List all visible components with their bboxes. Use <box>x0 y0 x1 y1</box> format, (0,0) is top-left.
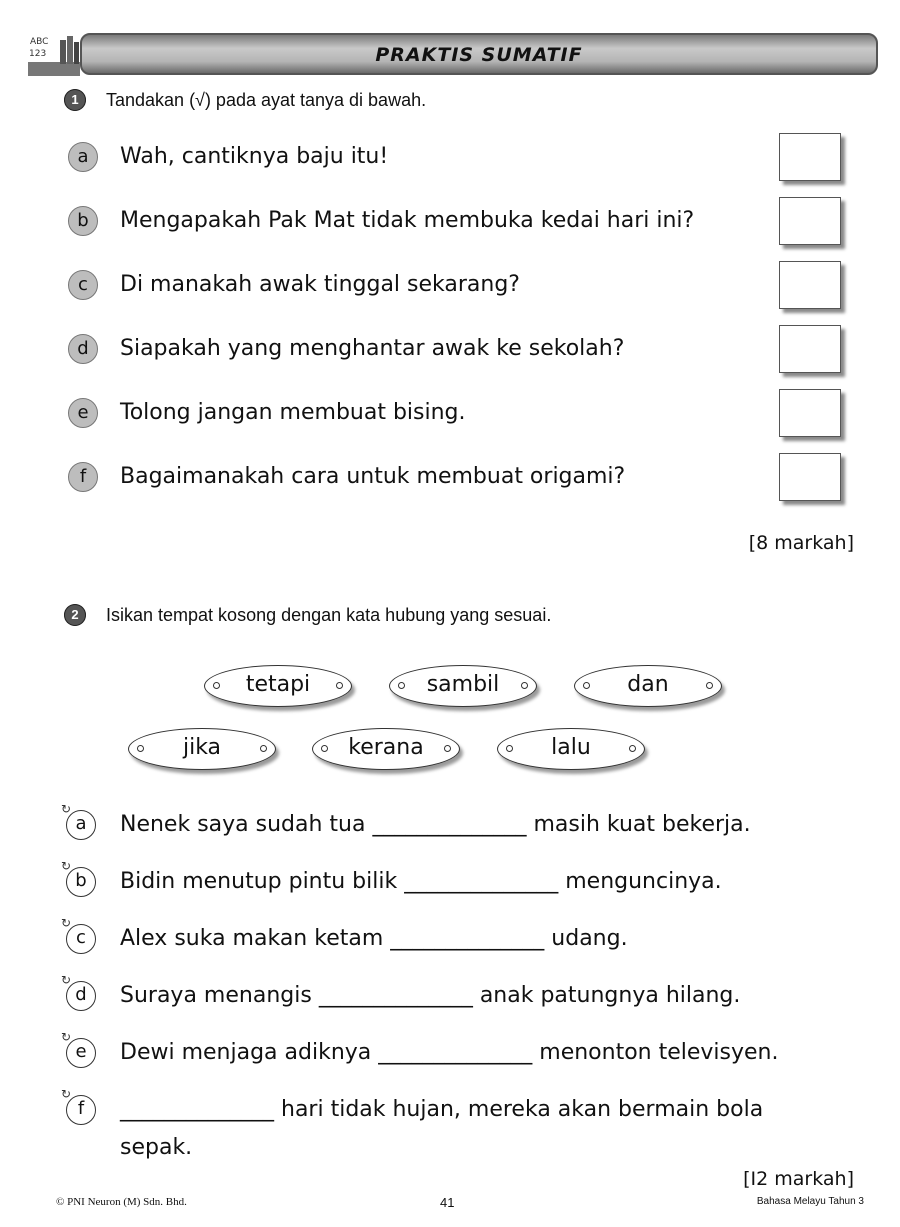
answer-blank[interactable]: ______________ <box>120 1097 274 1122</box>
question-1-sentence: Mengapakah Pak Mat tidak membuka kedai hari ini? <box>120 208 695 233</box>
item-letter-badge: c <box>68 270 98 300</box>
answer-blank[interactable]: ______________ <box>378 1040 533 1065</box>
question-1-instruction: Tandakan (√) pada ayat tanya di bawah. <box>106 90 427 110</box>
svg-text:ABC: ABC <box>30 37 49 47</box>
item-letter-badge: e <box>68 398 98 428</box>
word-bank-option: tetapi <box>204 665 352 707</box>
item-letter-badge: ↻ e <box>66 1038 96 1068</box>
footer-publisher: © PNI Neuron (M) Sdn. Bhd. <box>56 1196 187 1208</box>
question-1-sentence: Tolong jangan membuat bising. <box>120 400 466 425</box>
page-title: PRAKTIS SUMATIF <box>375 44 583 66</box>
tick-box[interactable] <box>779 389 841 437</box>
fill-in-sentence-continuation: sepak. <box>120 1135 193 1160</box>
item-letter-badge: ↻ a <box>66 810 96 840</box>
tick-box[interactable] <box>779 261 841 309</box>
question-1-sentence: Siapakah yang menghantar awak ke sekolah? <box>120 336 625 361</box>
item-letter-badge: ↻ b <box>66 867 96 897</box>
abc-books-icon <box>26 32 82 78</box>
word-bank-option: jika <box>128 728 276 770</box>
tick-box[interactable] <box>779 325 841 373</box>
word-bank-option: kerana <box>312 728 460 770</box>
fill-in-sentence: Nenek saya sudah tua ______________ masih kuat bekerja. <box>120 812 751 837</box>
item-letter-badge: ↻ c <box>66 924 96 954</box>
item-letter-badge: ↻ d <box>66 981 96 1011</box>
tick-box[interactable] <box>779 133 841 181</box>
answer-blank[interactable]: ______________ <box>404 869 559 894</box>
question-1-number: 1 <box>64 89 86 111</box>
tick-box[interactable] <box>779 197 841 245</box>
fill-in-sentence: Dewi menjaga adiknya ______________ menonton televisyen. <box>120 1040 779 1065</box>
question-1-sentence: Di manakah awak tinggal sekarang? <box>120 272 520 297</box>
footer-book-title: Bahasa Melayu Tahun 3 <box>756 1196 864 1207</box>
tick-box[interactable] <box>779 453 841 501</box>
question-1-marks: [8 markah] <box>748 532 854 554</box>
fill-in-sentence: ______________ hari tidak hujan, mereka akan bermain bola <box>120 1097 764 1122</box>
answer-blank[interactable]: ______________ <box>372 812 527 837</box>
item-letter-badge: ↻ f <box>66 1095 96 1125</box>
question-2-number: 2 <box>64 604 86 626</box>
page-number: 41 <box>440 1195 455 1210</box>
fill-in-sentence: Alex suka makan ketam ______________ udang. <box>120 926 628 951</box>
item-letter-badge: d <box>68 334 98 364</box>
answer-blank[interactable]: ______________ <box>390 926 545 951</box>
fill-in-sentence: Suraya menangis ______________ anak patungnya hilang. <box>120 983 741 1008</box>
fill-in-sentence: Bidin menutup pintu bilik ______________ menguncinya. <box>120 869 722 894</box>
word-bank-option: sambil <box>389 665 537 707</box>
item-letter-badge: f <box>68 462 98 492</box>
question-1-sentence: Wah, cantiknya baju itu! <box>120 144 389 169</box>
svg-text:123: 123 <box>29 49 47 59</box>
question-1-sentence: Bagaimanakah cara untuk membuat origami? <box>120 464 626 489</box>
question-2-marks: [I2 markah] <box>743 1168 854 1190</box>
question-2-instruction: Isikan tempat kosong dengan kata hubung yang sesuai. <box>106 605 552 625</box>
word-bank-option: dan <box>574 665 722 707</box>
word-bank-option: lalu <box>497 728 645 770</box>
item-letter-badge: a <box>68 142 98 172</box>
item-letter-badge: b <box>68 206 98 236</box>
answer-blank[interactable]: ______________ <box>318 983 473 1008</box>
